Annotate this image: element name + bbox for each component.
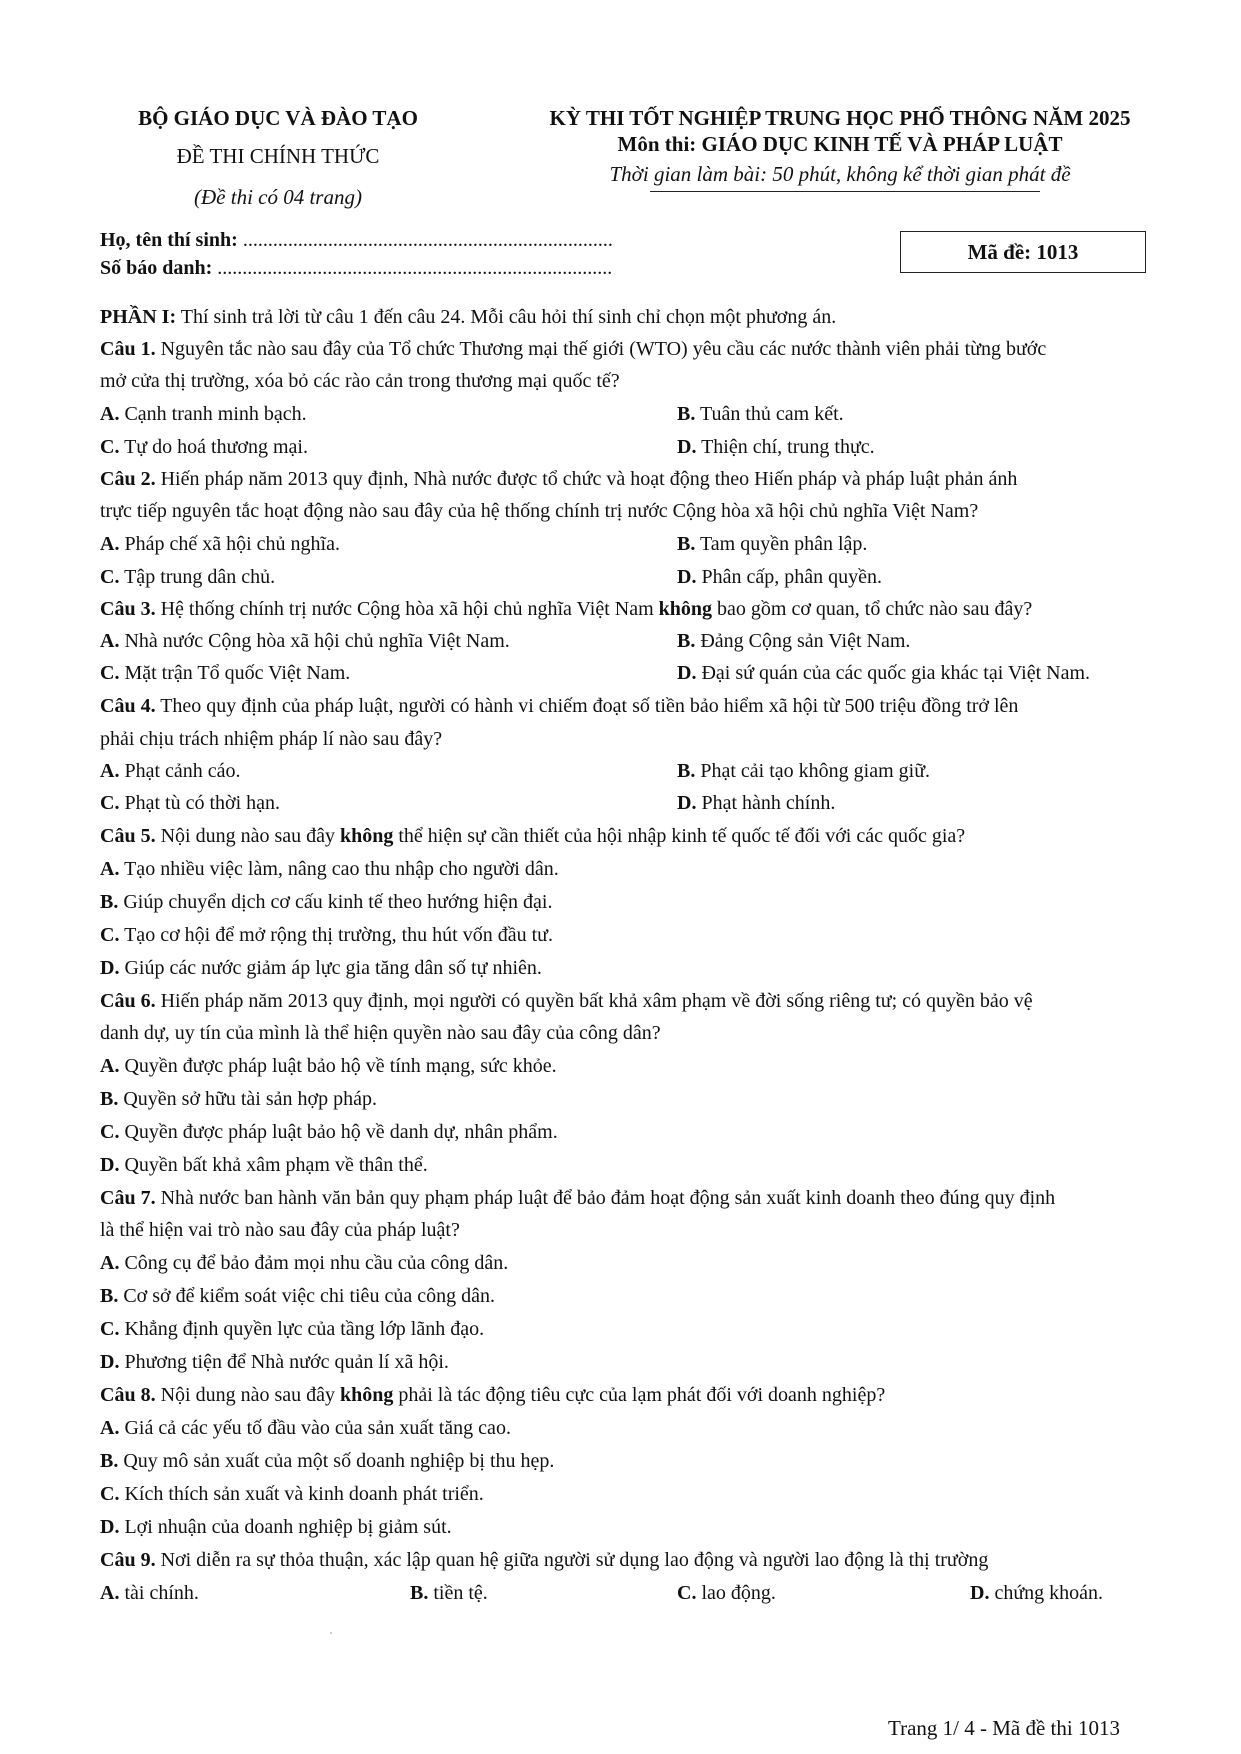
option-letter: C. <box>100 1318 120 1340</box>
option-letter: C. <box>100 566 120 588</box>
option-text: Pháp chế xã hội chủ nghĩa. <box>124 533 340 555</box>
option-a[interactable] <box>100 403 307 426</box>
official-exam-label: ĐỀ THI CHÍNH THỨC <box>176 144 380 168</box>
option-text: Đảng Cộng sản Việt Nam. <box>700 630 911 652</box>
option-d[interactable] <box>677 662 1090 685</box>
option-text: Phạt hành chính. <box>701 792 836 814</box>
option-letter: A. <box>100 858 120 880</box>
option-c[interactable] <box>100 1483 484 1506</box>
question-stem <box>100 598 1032 621</box>
candidate-id-dots: ............................................................................... <box>212 257 613 279</box>
question-text: Nguyên tắc nào sau đây của Tổ chức Thương mại thế giới (WTO) yêu cầu các nước thành viên phải từng bước <box>155 338 1047 360</box>
option-b[interactable] <box>100 891 552 914</box>
option-text: Thiện chí, trung thực. <box>701 436 875 458</box>
option-b[interactable] <box>677 403 844 426</box>
option-letter: C. <box>100 924 120 946</box>
option-text: Khẳng định quyền lực của tầng lớp lãnh đạo. <box>124 1318 485 1340</box>
option-letter: B. <box>100 891 119 913</box>
option-d[interactable] <box>100 1351 449 1374</box>
option-letter: B. <box>410 1582 429 1604</box>
option-letter: A. <box>100 1582 120 1604</box>
option-text: Đại sứ quán của các quốc gia khác tại Việt Nam. <box>701 662 1091 684</box>
option-text: Giá cả các yếu tố đầu vào của sản xuất tăng cao. <box>124 1417 511 1439</box>
option-letter: A. <box>100 1252 120 1274</box>
question-stem-cont: danh dự, uy tín của mình là thể hiện quyền nào sau đây của công dân? <box>100 1022 661 1044</box>
question-label: Câu 5. <box>100 825 156 847</box>
question-stem <box>100 1384 885 1407</box>
option-letter: B. <box>100 1285 119 1307</box>
question-label: Câu 9. <box>100 1549 156 1571</box>
option-a[interactable] <box>100 1252 508 1275</box>
question-label: Câu 2. <box>100 468 156 490</box>
option-letter: B. <box>677 533 696 555</box>
exam-time: Thời gian làm bài: 50 phút, không kể thời gian phát đề <box>609 162 1071 186</box>
page-footer: Trang 1/ 4 - Mã đề thi 1013 <box>888 1716 1120 1740</box>
question-label: Câu 7. <box>100 1187 156 1209</box>
option-b[interactable] <box>100 1285 495 1308</box>
option-letter: A. <box>100 1417 120 1439</box>
option-letter: B. <box>677 630 696 652</box>
question-stem <box>100 825 965 848</box>
candidate-id-line[interactable] <box>100 257 612 280</box>
option-text: Quyền sở hữu tài sản hợp pháp. <box>123 1088 377 1110</box>
option-letter: D. <box>677 792 697 814</box>
option-text: Kích thích sản xuất và kinh doanh phát triển. <box>124 1483 484 1505</box>
option-text: chứng khoán. <box>994 1582 1104 1604</box>
question-stem <box>100 468 1017 491</box>
option-a[interactable] <box>100 1055 557 1078</box>
option-letter: A. <box>100 403 120 425</box>
question-text: Nơi diễn ra sự thỏa thuận, xác lập quan hệ giữa người sử dụng lao động và người lao động là thị trường <box>155 1549 989 1571</box>
option-text: Phạt cải tạo không giam giữ. <box>700 760 931 782</box>
page-count-note: (Đề thi có 04 trang) <box>194 185 362 209</box>
option-b[interactable] <box>677 533 867 556</box>
question-stem-cont: trực tiếp nguyên tắc hoạt động nào sau đây của hệ thống chính trị nước Cộng hòa xã hội chủ nghĩa Việt Nam? <box>100 500 979 522</box>
option-a[interactable] <box>100 858 559 881</box>
option-letter: D. <box>677 566 697 588</box>
option-text: Phạt cảnh cáo. <box>124 760 241 782</box>
option-b[interactable] <box>100 1088 377 1111</box>
option-text: Giúp các nước giảm áp lực gia tăng dân số tự nhiên. <box>124 957 542 979</box>
option-letter: D. <box>677 662 697 684</box>
option-text: Tam quyền phân lập. <box>699 533 868 555</box>
option-c[interactable] <box>677 1582 776 1605</box>
option-letter: D. <box>100 957 120 979</box>
option-a[interactable] <box>100 760 241 783</box>
option-text: Lợi nhuận của doanh nghiệp bị giảm sút. <box>124 1516 452 1538</box>
option-letter: A. <box>100 630 120 652</box>
option-a[interactable] <box>100 1417 511 1440</box>
negation-emphasis: không <box>340 825 394 847</box>
question-label: Câu 6. <box>100 990 156 1012</box>
option-letter: C. <box>100 662 120 684</box>
exam-title: KỲ THI TỐT NGHIỆP TRUNG HỌC PHỔ THÔNG NĂM 2025 <box>549 106 1131 130</box>
question-text: Hiến pháp năm 2013 quy định, Nhà nước được tổ chức và hoạt động theo Hiến pháp và pháp luật phản ánh <box>155 468 1018 490</box>
option-text: Cạnh tranh minh bạch. <box>124 403 307 425</box>
question-label: Câu 4. <box>100 695 156 717</box>
option-letter: D. <box>100 1516 120 1538</box>
option-text: Phân cấp, phân quyền. <box>701 566 882 588</box>
option-text: Tạo nhiều việc làm, nâng cao thu nhập cho người dân. <box>124 858 559 880</box>
exam-code: Mã đề: 1013 <box>967 239 1079 264</box>
option-c[interactable] <box>100 1318 484 1341</box>
option-letter: C. <box>100 436 120 458</box>
option-text: Quy mô sản xuất của một số doanh nghiệp bị thu hẹp. <box>123 1450 555 1472</box>
option-letter: A. <box>100 1055 120 1077</box>
question-label: Câu 1. <box>100 338 156 360</box>
option-c[interactable] <box>100 662 350 685</box>
question-stem <box>100 695 1018 718</box>
question-stem <box>100 990 1033 1013</box>
question-text: Theo quy định của pháp luật, người có hành vi chiếm đoạt số tiền bảo hiểm xã hội từ 500 triệu đồng trở lên <box>155 695 1019 717</box>
question-text: Hiến pháp năm 2013 quy định, mọi người có quyền bất khả xâm phạm về đời sống riêng tư; có quyền bảo vệ <box>155 990 1033 1012</box>
option-c[interactable] <box>100 1121 558 1144</box>
option-letter: D. <box>100 1351 120 1373</box>
question-label: Câu 8. <box>100 1384 156 1406</box>
option-d[interactable] <box>100 1516 452 1539</box>
question-stem <box>100 1187 1055 1210</box>
option-text: tiền tệ. <box>433 1582 488 1604</box>
option-text: Nhà nước Cộng hòa xã hội chủ nghĩa Việt Nam. <box>124 630 510 652</box>
option-d[interactable] <box>100 957 542 980</box>
question-text: thể hiện sự cần thiết của hội nhập kinh tế quốc tế đối với các quốc gia? <box>393 825 966 847</box>
option-text: Tập trung dân chủ. <box>124 566 276 588</box>
option-a[interactable] <box>100 630 510 653</box>
option-b[interactable] <box>677 760 930 783</box>
part-text: Thí sinh trả lời từ câu 1 đến câu 24. Mỗi câu hỏi thí sinh chỉ chọn một phương án. <box>176 306 837 328</box>
option-text: Quyền được pháp luật bảo hộ về danh dự, nhân phẩm. <box>124 1121 558 1143</box>
option-d[interactable] <box>677 792 835 815</box>
option-text: Công cụ để bảo đảm mọi nhu cầu của công dân. <box>124 1252 509 1274</box>
option-letter: C. <box>100 792 120 814</box>
question-text: bao gồm cơ quan, tổ chức nào sau đây? <box>712 598 1033 620</box>
question-stem-cont: là thể hiện vai trò nào sau đây của pháp luật? <box>100 1219 460 1241</box>
option-text: Quyền được pháp luật bảo hộ về tính mạng, sức khỏe. <box>124 1055 557 1077</box>
option-b[interactable] <box>410 1582 488 1605</box>
question-stem <box>100 1549 988 1572</box>
option-letter: D. <box>970 1582 990 1604</box>
negation-emphasis: không <box>658 598 713 620</box>
candidate-name-label: Họ, tên thí sinh: <box>100 229 238 251</box>
ministry-name: BỘ GIÁO DỤC VÀ ĐÀO TẠO <box>138 106 418 130</box>
option-text: Phạt tù có thời hạn. <box>124 792 281 814</box>
option-text: Quyền bất khả xâm phạm về thân thể. <box>124 1154 428 1176</box>
option-b[interactable] <box>100 1450 554 1473</box>
option-a[interactable] <box>100 533 340 556</box>
option-letter: B. <box>677 403 696 425</box>
option-letter: B. <box>100 1088 119 1110</box>
option-c[interactable] <box>100 436 308 459</box>
option-letter: C. <box>677 1582 697 1604</box>
part-instruction <box>100 306 836 329</box>
question-text: Nội dung nào sau đây <box>155 825 340 847</box>
option-c[interactable] <box>100 924 553 947</box>
option-letter: C. <box>100 1483 120 1505</box>
option-text: Cơ sở để kiểm soát việc chi tiêu của công dân. <box>123 1285 495 1307</box>
option-text: Tự do hoá thương mại. <box>124 436 308 458</box>
question-text: Nội dung nào sau đây <box>155 1384 340 1406</box>
option-d[interactable] <box>970 1582 1103 1605</box>
option-letter: B. <box>100 1450 119 1472</box>
option-text: Giúp chuyển dịch cơ cấu kinh tế theo hướng hiện đại. <box>123 891 553 913</box>
option-text: tài chính. <box>124 1582 199 1604</box>
option-letter: D. <box>677 436 697 458</box>
candidate-name-line[interactable] <box>100 229 613 252</box>
time-underline <box>650 191 1040 192</box>
part-label: PHẦN I: <box>100 306 177 328</box>
option-letter: A. <box>100 760 120 782</box>
question-text: phải là tác động tiêu cực của lạm phát đối với doanh nghiệp? <box>393 1384 886 1406</box>
option-text: Mặt trận Tổ quốc Việt Nam. <box>124 662 351 684</box>
option-letter: C. <box>100 1121 120 1143</box>
option-d[interactable] <box>100 1154 428 1177</box>
question-text: Hệ thống chính trị nước Cộng hòa xã hội chủ nghĩa Việt Nam <box>155 598 659 620</box>
option-d[interactable] <box>677 436 875 459</box>
exam-code-box <box>900 231 1146 273</box>
exam-subject: Môn thi: GIÁO DỤC KINH TẾ VÀ PHÁP LUẬT <box>617 132 1063 156</box>
option-letter: A. <box>100 533 120 555</box>
option-c[interactable] <box>100 792 280 815</box>
question-stem-cont: mở cửa thị trường, xóa bỏ các rào cản trong thương mại quốc tế? <box>100 370 620 392</box>
option-text: lao động. <box>701 1582 776 1604</box>
option-text: Tuân thủ cam kết. <box>699 403 844 425</box>
question-label: Câu 3. <box>100 598 156 620</box>
negation-emphasis: không <box>340 1384 394 1406</box>
option-letter: D. <box>100 1154 120 1176</box>
option-a[interactable] <box>100 1582 199 1605</box>
question-text: Nhà nước ban hành văn bản quy phạm pháp luật để bảo đảm hoạt động sản xuất kinh doanh theo đúng quy định <box>155 1187 1056 1209</box>
question-stem <box>100 338 1046 361</box>
option-letter: B. <box>677 760 696 782</box>
scan-speck <box>330 1632 332 1634</box>
candidate-name-dots: .......................................................................... <box>237 229 613 251</box>
option-text: Phương tiện để Nhà nước quản lí xã hội. <box>124 1351 449 1373</box>
option-c[interactable] <box>100 566 275 589</box>
option-b[interactable] <box>677 630 910 653</box>
candidate-id-label: Số báo danh: <box>100 257 213 279</box>
option-text: Tạo cơ hội để mở rộng thị trường, thu hút vốn đầu tư. <box>124 924 553 946</box>
option-d[interactable] <box>677 566 882 589</box>
question-stem-cont: phải chịu trách nhiệm pháp lí nào sau đây? <box>100 728 443 750</box>
